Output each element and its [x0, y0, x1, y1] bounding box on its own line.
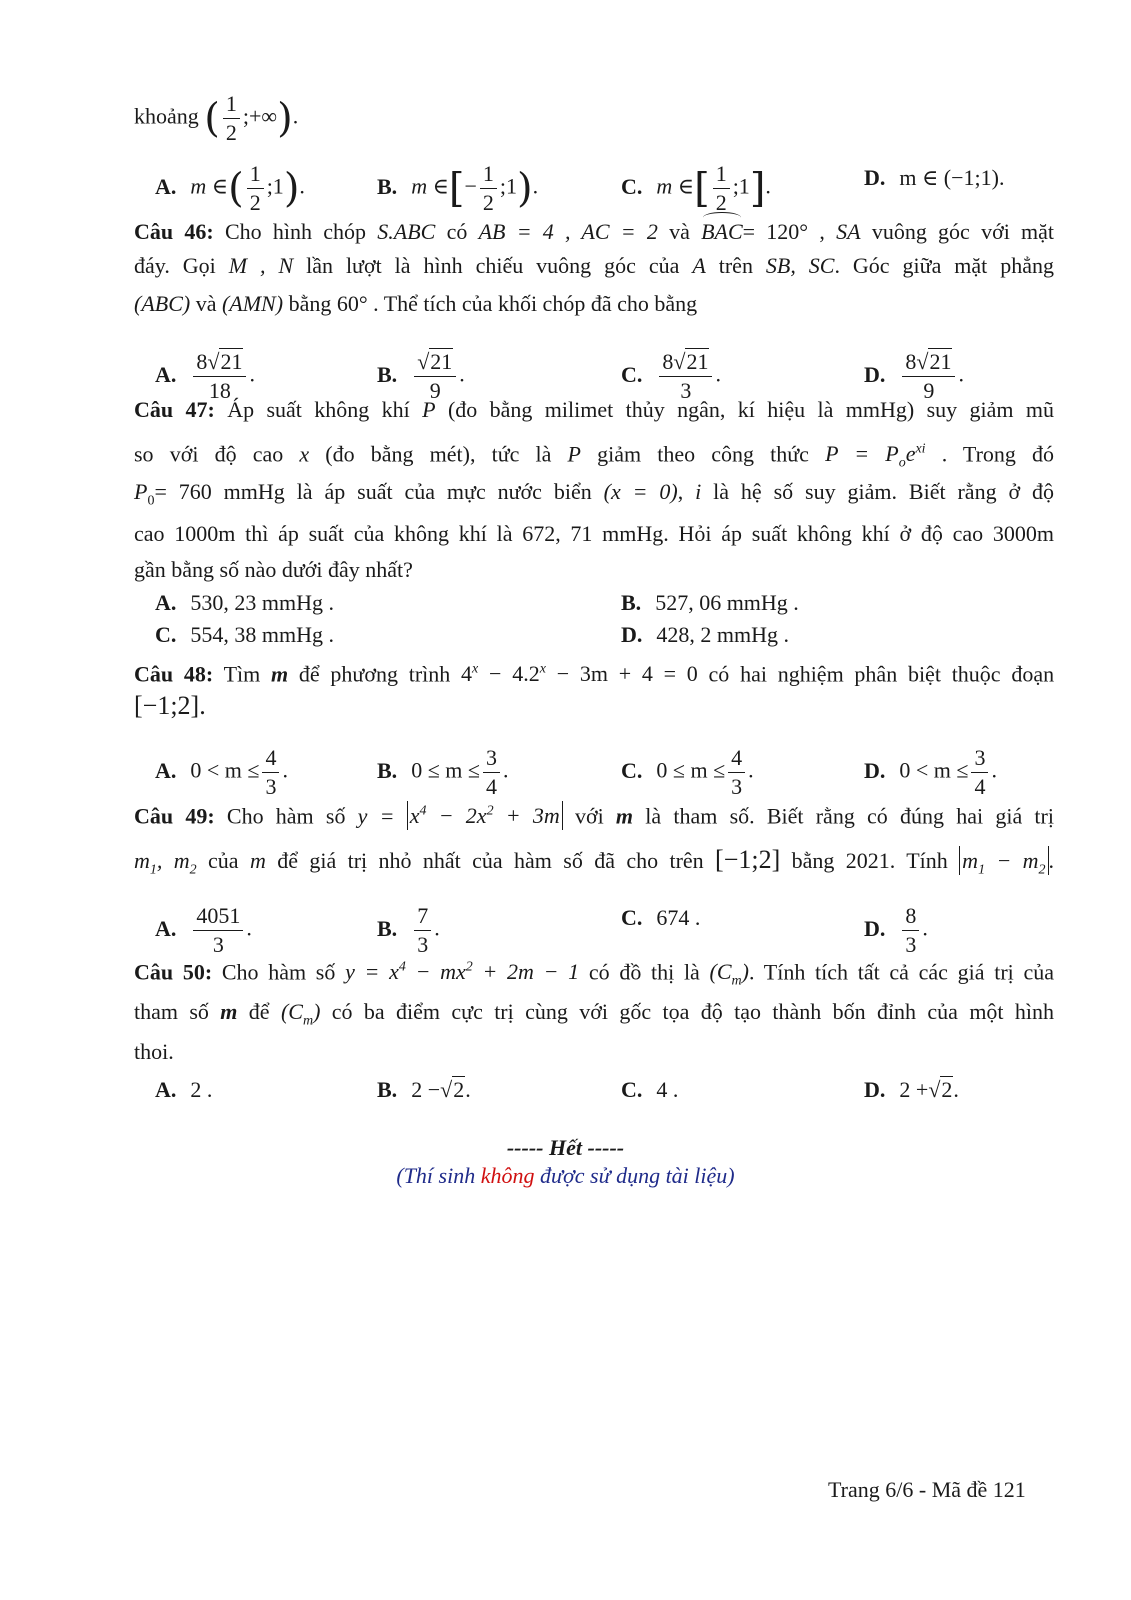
q50-option-d: D. 2 +√2.: [864, 1077, 959, 1102]
q48-option-b: B. 0 ≤ m ≤ $\frac{3}{4}$ .: [377, 745, 509, 800]
q45-option-a: A. m ∈( $\frac{1}{2}$ ;1).: [155, 161, 305, 216]
q47-option-c: C. 554, 38 mmHg .: [155, 622, 335, 647]
q48-option-a: A. 0 < m ≤ $\frac{4}{3}$ .: [155, 745, 288, 800]
q50-line-1: Câu 50: Cho hàm số $y = x^4 - mx^2 + 2m - 1$ có đồ thị là $(C_m)$. Tính tích tất cả các giá trị của: [134, 959, 1054, 989]
q46-option-a: A. $\frac{8√21}{18}$ .: [155, 349, 255, 404]
q47-line-3: $P_0= 760$ mmHg là áp suất của mực nước biển (x = 0), i là hệ số suy giảm. Biết rằng ở độ: [134, 479, 1055, 509]
q50-option-c: C. 4 .: [621, 1077, 679, 1102]
q47-line-2: so với độ cao x (đo bằng mét), tức là P giảm theo công thức $P = P_oe^{xi}$ . Trong đó: [134, 441, 1055, 471]
q48-line-2: [−1;2].: [134, 691, 206, 720]
page-footer: Trang 6/6 - Mã đề 121: [828, 1477, 1026, 1502]
q47-option-a: A. 530, 23 mmHg .: [155, 590, 335, 615]
q49-option-c: C. 674 .: [621, 905, 701, 930]
q50-line-3: thoi.: [134, 1039, 174, 1064]
q47-option-d: D. 428, 2 mmHg .: [621, 622, 790, 647]
end-note: (Thí sinh không được sử dụng tài liệu): [396, 1163, 735, 1188]
q47-line-5: gần bằng số nào dưới đây nhất?: [134, 557, 413, 582]
q49-option-b: B. $\frac{7}{3}$ .: [377, 903, 440, 958]
q46-line-2: đáy. Gọi M , N lần lượt là hình chiếu vuông góc của A trên SB, SC. Góc giữa mặt phẳng: [134, 253, 1054, 278]
end-title: ----- Hết -----: [506, 1135, 625, 1160]
q47-line-4: cao 1000m thì áp suất của không khí là 672, 71 mmHg. Hỏi áp suất không khí ở độ cao 3000m: [134, 521, 1054, 546]
q45-option-b: B. m ∈[− $\frac{1}{2}$ ;1).: [377, 161, 539, 216]
q48-option-d: D. 0 < m ≤ $\frac{3}{4}$ .: [864, 745, 997, 800]
q50-line-2: tham số m để $(C_m)$ có ba điểm cực trị cùng với gốc tọa độ tạo thành bốn đỉnh của một hình: [134, 999, 1055, 1029]
q45-option-d: D. m ∈ (−1;1).: [864, 165, 1005, 190]
q46-line-1: Câu 46: Cho hình chóp S.ABC có AB = 4 , AC = 2 và BAC= 120° , SA vuông góc với mặt: [134, 219, 1055, 244]
q49-line-1: Câu 49: Cho hàm số $y = x^4 - 2x^2 + 3m$ với m là tham số. Biết rằng có đúng hai giá trị: [134, 803, 1054, 829]
q46-option-d: D. $\frac{8√21}{9}$ .: [864, 349, 964, 404]
q46-option-b: B. $\frac{√21}{9}$ .: [377, 349, 465, 404]
q49-option-d: D. $\frac{8}{3}$ .: [864, 903, 928, 958]
q49-option-a: A. $\frac{4051}{3}$ .: [155, 903, 252, 958]
q50-option-b: B. 2 −√2.: [377, 1077, 471, 1102]
q50-option-a: A. 2 .: [155, 1077, 213, 1102]
q48-option-c: C. 0 ≤ m ≤ $\frac{4}{3}$ .: [621, 745, 754, 800]
q45-tail-line: khoảng ( $\frac{1}{2}$ ;+∞).: [134, 91, 299, 146]
q47-option-b: B. 527, 06 mmHg .: [621, 590, 799, 615]
q49-line-2: $m_1$, $m_2$ của m để giá trị nhỏ nhất của hàm số đã cho trên [−1;2] bằng 2021. Tính $m_1 - m_2$ .: [134, 845, 1055, 878]
q47-line-1: Câu 47: Áp suất không khí P (đo bằng milimet thủy ngân, kí hiệu là mmHg) suy giảm mũ: [134, 397, 1054, 422]
q46-line-3: (ABC) và (AMN) bằng 60° . Thể tích của khối chóp đã cho bằng: [134, 291, 698, 316]
q45-option-c: C. m ∈[ $\frac{1}{2}$ ;1].: [621, 161, 771, 216]
q46-option-c: C. $\frac{8√21}{3}$ .: [621, 349, 721, 404]
q48-line-1: Câu 48: Tìm m để phương trình $4^x - 4.2^x - 3m + 4 = 0$ có hai nghiệm phân biệt thuộc đoạn: [134, 661, 1055, 687]
